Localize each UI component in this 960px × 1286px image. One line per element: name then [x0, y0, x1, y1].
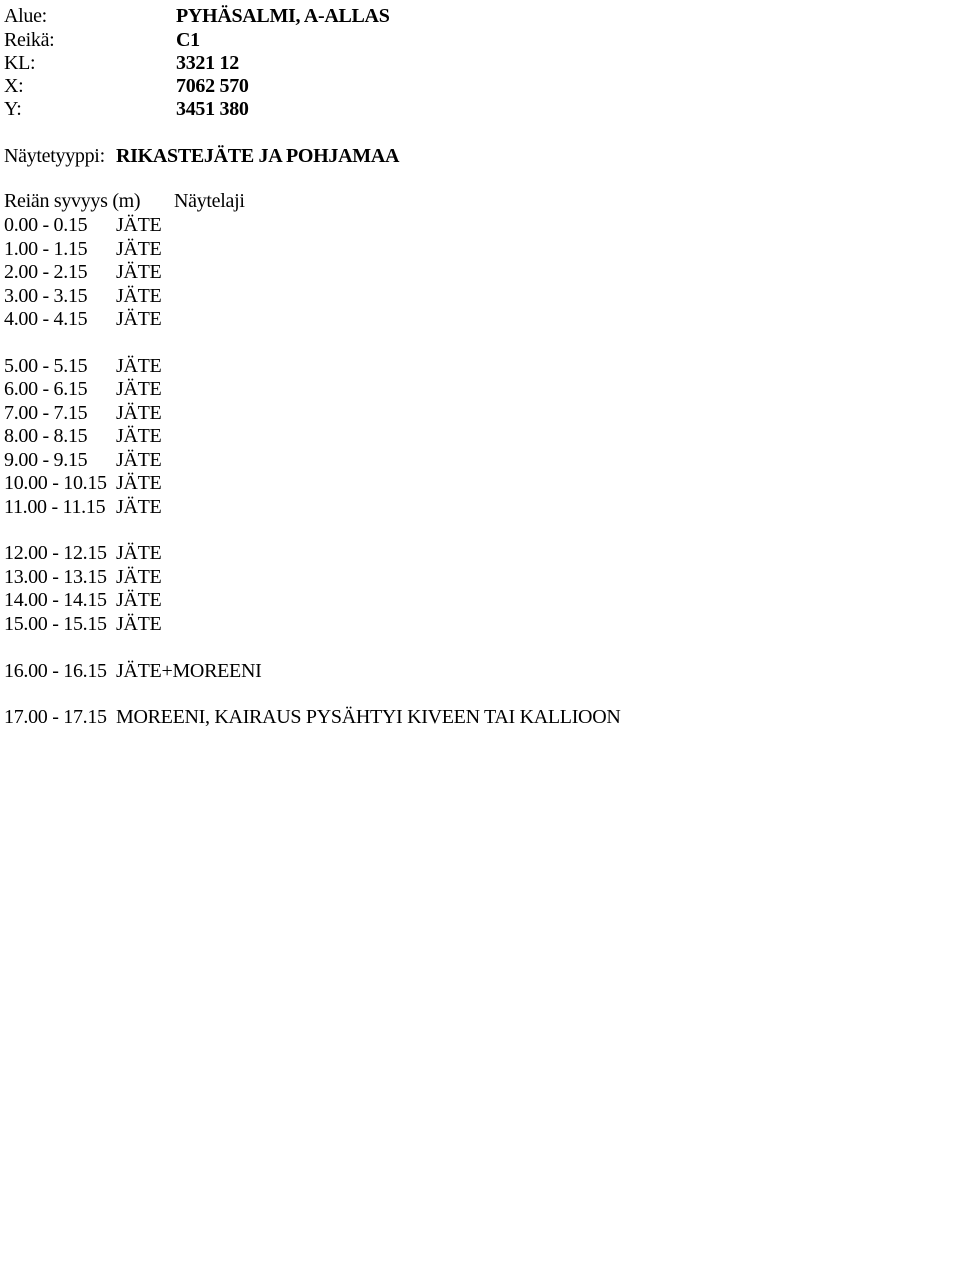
sample-type: JÄTE	[116, 542, 162, 564]
map-sheet-value: 3321 12	[176, 52, 239, 74]
map-sheet-label: KL:	[4, 52, 36, 74]
sample-type: JÄTE	[116, 308, 162, 330]
area-label: Alue:	[4, 5, 47, 27]
hole-label: Reikä:	[4, 29, 55, 51]
x-coordinate-value: 7062 570	[176, 75, 249, 97]
y-coordinate-label: Y:	[4, 98, 22, 120]
sample-type: JÄTE+MOREENI	[116, 660, 262, 682]
sample-type: JÄTE	[116, 402, 162, 424]
depth-range: 17.00 - 17.15	[4, 706, 107, 728]
depth-range: 2.00 - 2.15	[4, 261, 88, 283]
depth-range: 1.00 - 1.15	[4, 238, 88, 260]
sample-type: JÄTE	[116, 496, 162, 518]
sample-type-label: Näytetyyppi:	[4, 145, 105, 167]
sample-type: JÄTE	[116, 214, 162, 236]
depth-range: 8.00 - 8.15	[4, 425, 88, 447]
sample-type-column-header: Näytelaji	[174, 190, 245, 212]
sample-type: JÄTE	[116, 261, 162, 283]
depth-range: 14.00 - 14.15	[4, 589, 107, 611]
depth-range: 9.00 - 9.15	[4, 449, 88, 471]
sample-type: JÄTE	[116, 378, 162, 400]
depth-range: 5.00 - 5.15	[4, 355, 88, 377]
hole-value: C1	[176, 29, 200, 51]
sample-type: JÄTE	[116, 613, 162, 635]
depth-range: 10.00 - 10.15	[4, 472, 107, 494]
depth-range: 15.00 - 15.15	[4, 613, 107, 635]
depth-range: 0.00 - 0.15	[4, 214, 88, 236]
depth-range: 7.00 - 7.15	[4, 402, 88, 424]
sample-type: MOREENI, KAIRAUS PYSÄHTYI KIVEEN TAI KALLIOON	[116, 706, 621, 728]
depth-range: 3.00 - 3.15	[4, 285, 88, 307]
depth-column-header: Reiän syvyys (m)	[4, 190, 141, 212]
sample-type: JÄTE	[116, 566, 162, 588]
depth-range: 16.00 - 16.15	[4, 660, 107, 682]
sample-type: JÄTE	[116, 589, 162, 611]
sample-type: JÄTE	[116, 425, 162, 447]
sample-type-value: RIKASTEJÄTE JA POHJAMAA	[116, 145, 400, 167]
sample-type: JÄTE	[116, 449, 162, 471]
depth-range: 12.00 - 12.15	[4, 542, 107, 564]
sample-type: JÄTE	[116, 285, 162, 307]
sample-type: JÄTE	[116, 238, 162, 260]
depth-range: 4.00 - 4.15	[4, 308, 88, 330]
x-coordinate-label: X:	[4, 75, 24, 97]
sample-type: JÄTE	[116, 472, 162, 494]
y-coordinate-value: 3451 380	[176, 98, 249, 120]
depth-range: 13.00 - 13.15	[4, 566, 107, 588]
sample-type: JÄTE	[116, 355, 162, 377]
depth-range: 6.00 - 6.15	[4, 378, 88, 400]
depth-range: 11.00 - 11.15	[4, 496, 106, 518]
area-value: PYHÄSALMI, A-ALLAS	[176, 5, 390, 27]
